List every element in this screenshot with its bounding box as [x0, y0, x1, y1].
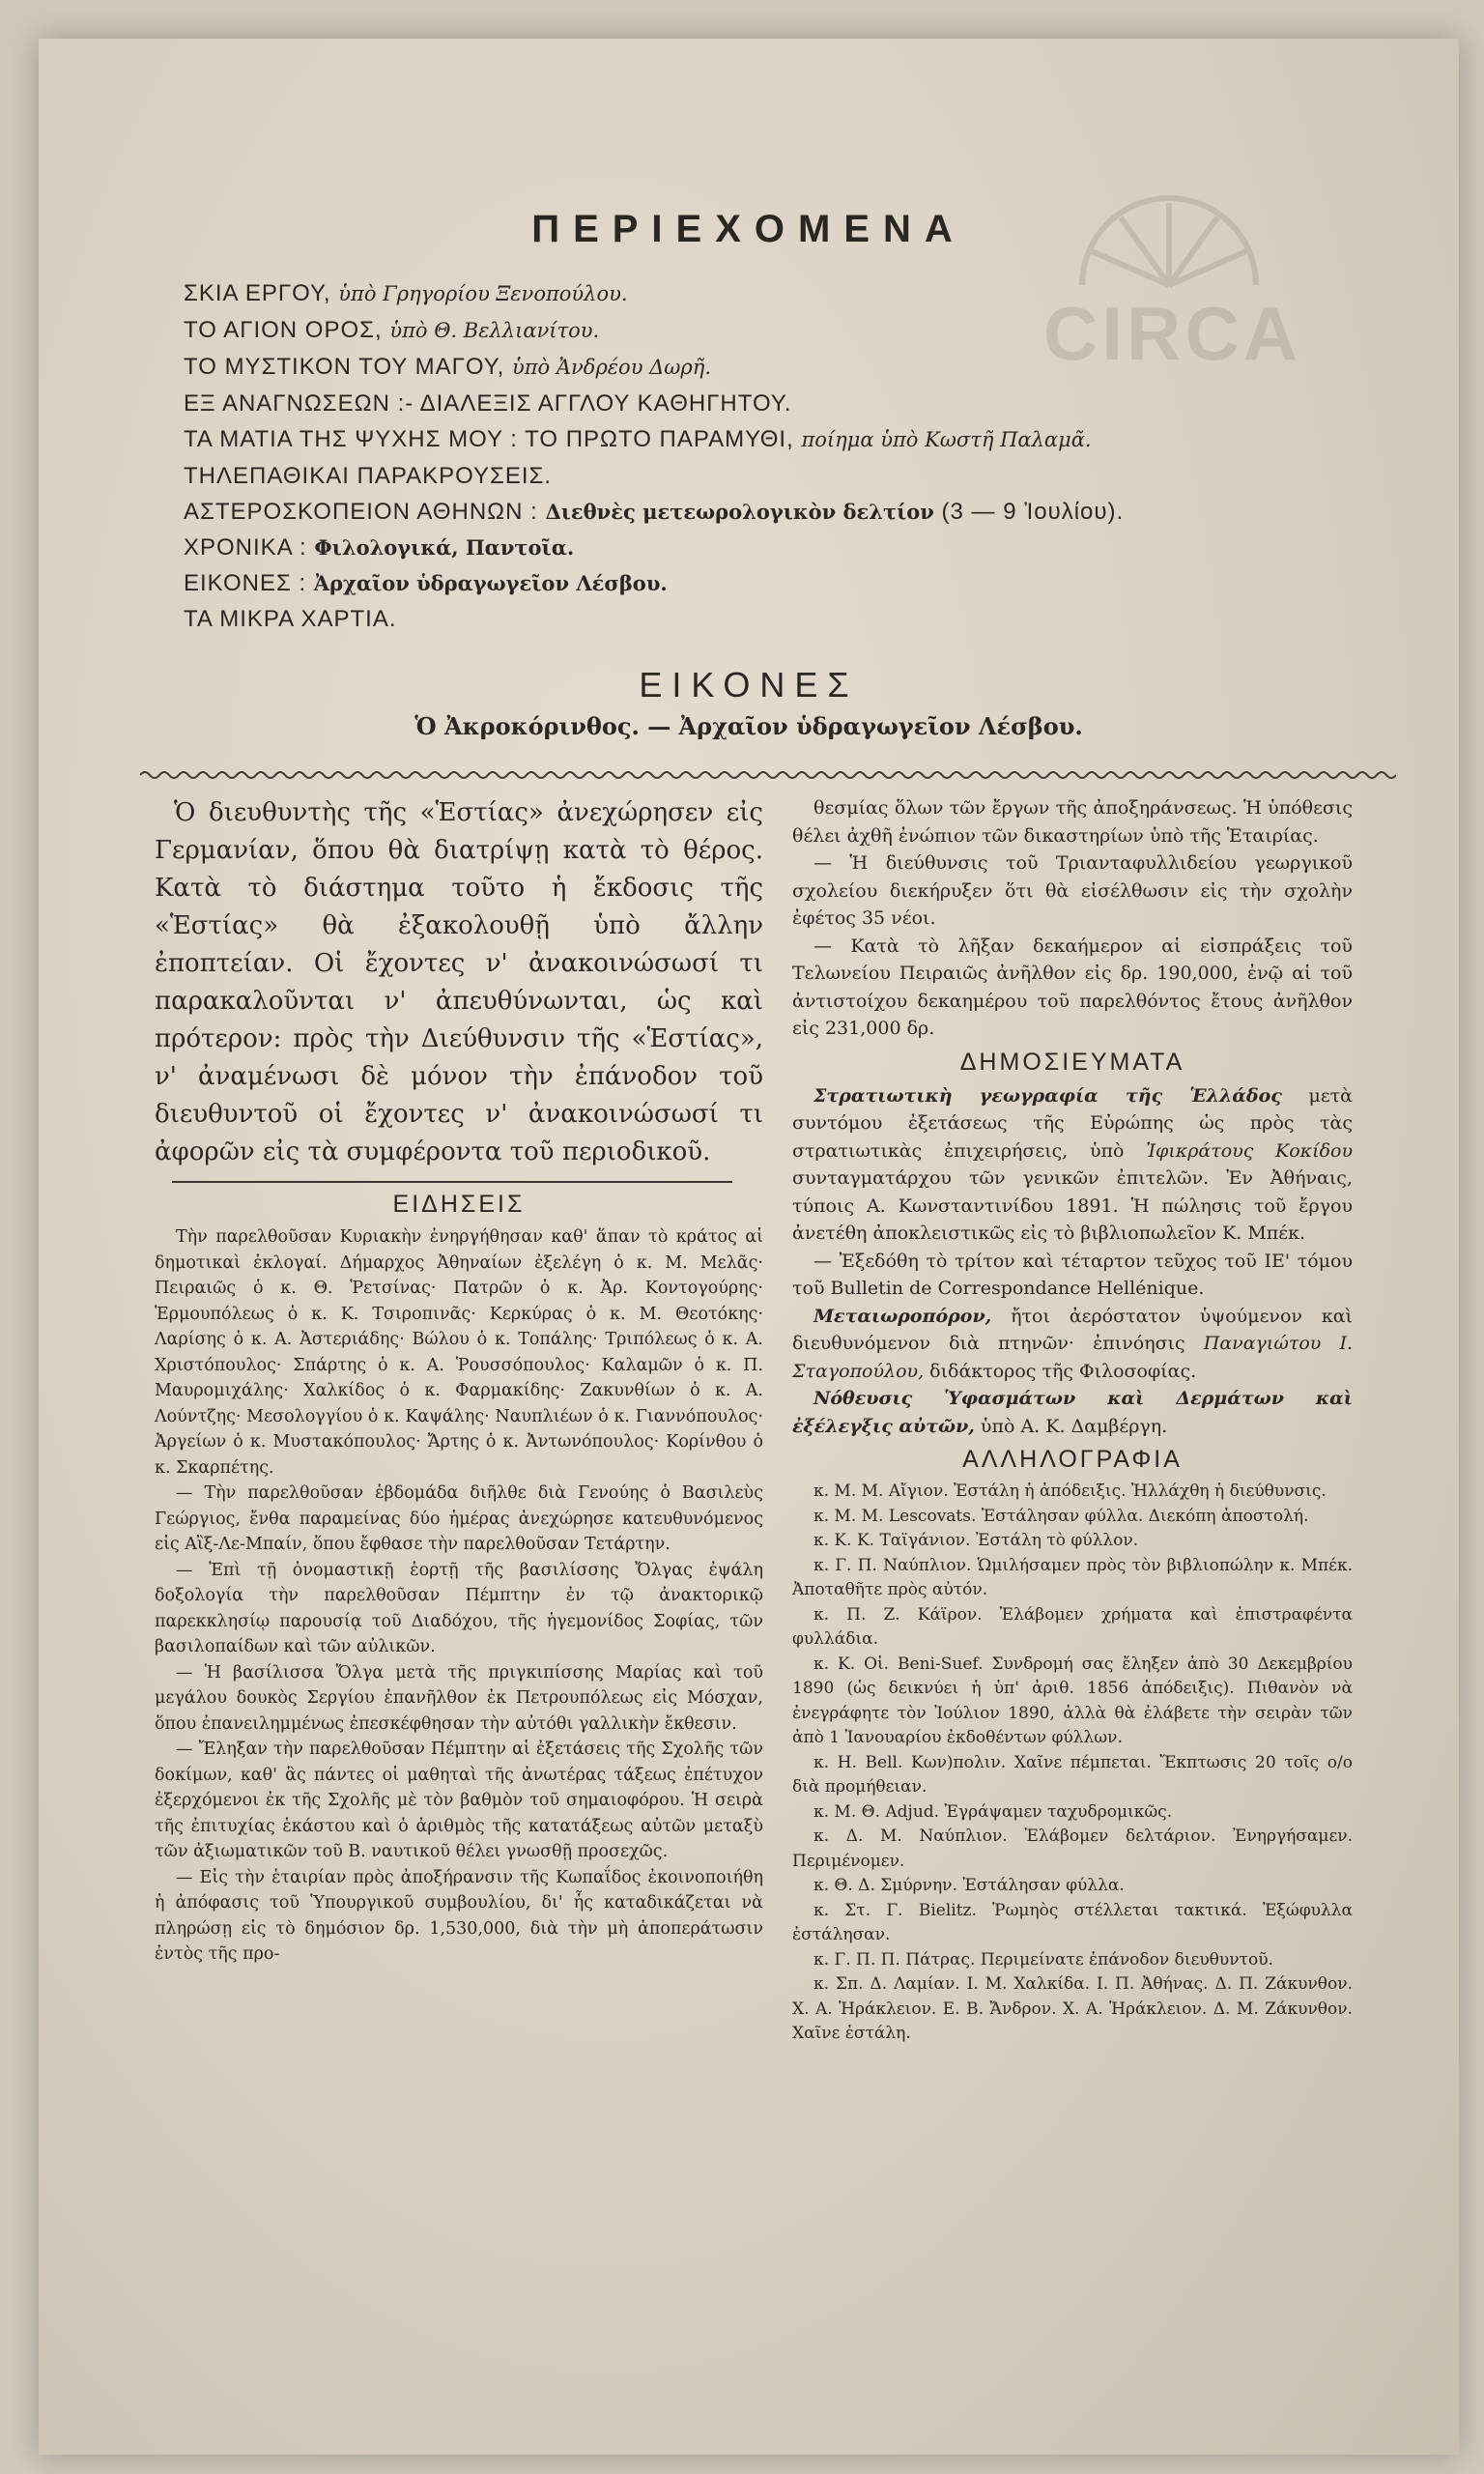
editorial-notice: Ὁ διευθυντὴς τῆς «Ἑστίας» ἀνεχώρησεν εἰς Γερμανίαν, ὅπου θὰ διατρίψῃ κατὰ τὸ θέρος. Κατὰ τὸ διάστημα τοῦτο ἡ ἔκδοσις τῆς «Ἑστίας» θὰ ἐξακολουθῇ ὑπὸ ἄλλην ἐποπτείαν. Οἱ ἔχοντες ν' ἀνακοινώσωσί τι παρακαλοῦνται ν' ἀπευθύνωνται, ὡς καὶ πρότερον: πρὸς τὴν Διεύθυνσιν τῆς «Ἑστίας», ν' ἀναμένωσι δὲ μόνον τὴν ἐπάνοδον τοῦ διευθυντοῦ οἱ ἔχοντες ν' ἀνακοινώσωσί τι ἀφορῶν εἰς τὰ συμφέροντα τοῦ περιοδικοῦ.	[155, 798, 763, 1166]
toc-item	[184, 312, 1391, 349]
left-column	[155, 794, 763, 1968]
news-paragraph: — Εἰς τὴν ἑταιρίαν πρὸς ἀποξήρανσιν τῆς Κωπαΐδος ἐκοινοποιήθη ἡ ἀπόφασις τοῦ Ὑπουργικοῦ συμβουλίου, δι' ἧς καταδικάζεται νὰ πληρώσῃ εἰς τὸ δημόσιον δρ. 1,530,000, διὰ τὴν μὴ ἀποπεράτωσιν ἐντὸς τῆς προ-	[155, 1867, 763, 1964]
toc-item-author: ὑπὸ Ἀνδρέου Δωρῆ.	[511, 356, 712, 379]
magazine-page	[39, 39, 1459, 2455]
publication-entry	[792, 1248, 1353, 1303]
news-paragraph: θεσμίας ὅλων τῶν ἔργων τῆς ἀποξηράνσεως. Ἡ ὑπόθεσις θέλει ἀχθῆ ἐνώπιον τῶν δικαστηρίων ὑπὸ τῆς Ἑταιρίας.	[792, 797, 1353, 847]
news-paragraph: Τὴν παρελθοῦσαν Κυριακὴν ἐνηργήθησαν καθ' ἅπαν τὸ κράτος αἱ δημοτικαὶ ἐκλογαί. Δήμαρχος Ἀθηναίων ἐξελέγη ὁ κ. Μ. Μελᾶς· Πειραιῶς ὁ κ. Θ. Ῥετσίνας· Πατρῶν ὁ κ. Ἀρ. Κοντογούρης· Ἑρμουπόλεως ὁ κ. Κ. Τσιροπινᾶς· Κερκύρας ὁ κ. Μ. Θεοτόκης· Λαρίσης ὁ κ. Α. Ἀστεριάδης· Βώλου ὁ κ. Τοπάλης· Τριπόλεως ὁ κ. Α. Χριστόπουλος· Σπάρτης ὁ κ. Α. Ῥουσσόπουλος· Καλαμῶν ὁ κ. Π. Μαυρομιχάλης· Χαλκίδος ὁ κ. Φαρμακίδης· Ζακυνθίων ὁ κ. Α. Λούντζης· Μεσολογγίου ὁ κ. Καψάλης· Ναυπλιέων ὁ κ. Γιαννόπουλος· Ἀργείων ὁ κ. Μυστακόπουλος· Ἄρτης ὁ κ. Ἀντωνόπουλος· Κορίνθου ὁ κ. Σκαρπέτης.	[155, 1227, 763, 1478]
toc-item	[184, 349, 1391, 386]
table-of-contents	[184, 275, 1391, 637]
correspondence-entry: κ. Στ. Γ. Bielitz. Ῥωμηὸς στέλλεται τακτικά. Ἐξώφυλλα ἐστάλησαν.	[792, 1900, 1353, 1944]
page-title: ΠΕΡΙΕΧΟΜΕΝΑ	[531, 208, 966, 250]
toc-item-subject: Φιλολογικά, Παντοῖα.	[314, 535, 575, 560]
toc-item	[184, 275, 1391, 312]
correspondence-entry: κ. Μ. Μ. Αἴγιον. Ἐστάλη ἡ ἀπόδειξις. Ἠλλάχθη ἡ διεύθυνσις.	[813, 1482, 1327, 1501]
toc-item-title: ΤΑ ΜΑΤΙΑ ΤΗΣ ΨΥΧΗΣ ΜΟΥ : ΤΟ ΠΡΩΤΟ ΠΑΡΑΜΥΘΙ,	[184, 426, 802, 452]
toc-item-title: ΤΟ ΑΓΙΟΝ ΟΡΟΣ,	[184, 317, 390, 343]
news-paragraph: — Ἡ διεύθυνσις τοῦ Τριανταφυλλιδείου γεωργικοῦ σχολείου διεκήρυξεν ὅτι θὰ εἰσέλθωσιν εἰς τὴν σχολὴν ἐφέτος 35 νέοι.	[792, 852, 1353, 929]
publication-text: — Ἐξεδόθη τὸ τρίτον καὶ τέταρτον τεῦχος τοῦ ΙΕ' τόμου τοῦ Bulletin de Correspondance Hellénique.	[792, 1250, 1353, 1299]
publication-text: ὑπὸ Α. Κ. Δαμβέργη.	[974, 1415, 1168, 1437]
column-divider	[172, 1181, 732, 1183]
allilografia-body	[792, 1480, 1353, 2047]
toc-item-subject: Ἀρχαῖον ὑδραγωγεῖον Λέσβου.	[313, 571, 668, 595]
toc-item-title: ΤΑ ΜΙΚΡΑ ΧΑΡΤΙΑ.	[184, 606, 397, 632]
allilografia-heading: ΑΛΛΗΛΟΓΡΑΦΙΑ	[962, 1446, 1183, 1473]
correspondence-entry: κ. Η. Bell. Κων)πολιν. Χαῖνε πέμπεται. Ἔκπτωσις 20 τοῖς ο/ο διὰ προμήθειαν.	[792, 1752, 1353, 1797]
news-paragraph: — Ἡ βασίλισσα Ὄλγα μετὰ τῆς πριγκιπίσσης Μαρίας καὶ τοῦ μεγάλου δουκὸς Σεργίου ἐπανῆλθον ἐκ Πετρουπόλεως εἰς Μόσχαν, ὅπου ἐπανειλημμένως ἐπεσκέφθησαν τὴν αὐτόθι γαλλικὴν ἔκθεσιν.	[155, 1662, 763, 1734]
eikones-subtitle: Ὁ Ἀκροκόρινθος. — Ἀρχαῖον ὑδραγωγεῖον Λέσβου.	[414, 712, 1083, 740]
correspondence-entry: κ. Σπ. Δ. Λαμίαν. Ι. Μ. Χαλκίδα. Ι. Π. Ἀθήνας. Δ. Π. Ζάκυνθον. Χ. Α. Ἡράκλειον. Ε. Β. Ἄνδρον. Χ. Α. Ἡράκλειον. Δ. Μ. Ζάκυνθον. Χαῖνε ἐστάλη.	[792, 1974, 1353, 2043]
publication-author: Παναγιώτου Ι. Σταγοπούλου,	[792, 1333, 1354, 1382]
publication-text: ἤτοι ἀερόστατον ὑψούμενον καὶ διευθυνόμενον διὰ πτηνῶν· ἐπινόησις	[792, 1305, 1353, 1354]
correspondence-entry: κ. Π. Ζ. Κάϊρον. Ἐλάβομεν χρήματα καὶ ἐπιστραφέντα φυλλάδια.	[792, 1604, 1353, 1649]
publication-entry	[792, 1082, 1353, 1248]
publication-title: Στρατιωτικὴ γεωγραφία τῆς Ἑλλάδος	[813, 1084, 1282, 1107]
correspondence-entry: κ. Μ. Μ. Lescovats. Ἐστάλησαν φύλλα. Διεκόπη ἀποστολή.	[813, 1506, 1309, 1526]
news-paragraph: — Τὴν παρελθοῦσαν ἑβδομάδα διῆλθε διὰ Γενούης ὁ Βασιλεὺς Γεώργιος, ἔνθα παραμείνας δύο ἡμέρας ἀνεχώρησε κατευθυνόμενος εἰς Αἲξ-Λε-Μπαίν, ὅπου ἔφθασε τὴν παρελθοῦσαν Τετάρτην.	[155, 1483, 763, 1554]
toc-item-author: ὑπὸ Θ. Βελλιανίτου.	[389, 319, 600, 342]
toc-item	[184, 601, 1391, 637]
toc-item-title: ΣΚΙΑ ΕΡΓΟΥ,	[184, 280, 339, 306]
publication-text: μετὰ συντόμου ἐξετάσεως τῆς Εὐρώπης ὡς πρὸς τὰς στρατιωτικὰς ἐπιχειρήσεις, ὑπὸ	[792, 1084, 1353, 1162]
toc-item	[184, 494, 1391, 530]
wavy-divider	[140, 768, 1396, 782]
toc-item-title: ΑΣΤΕΡΟΣΚΟΠΕΙΟΝ ΑΘΗΝΩΝ :	[184, 499, 546, 525]
dimosieumata-body	[792, 1082, 1353, 1441]
publication-text: διδάκτορος τῆς Φιλοσοφίας.	[924, 1360, 1197, 1382]
watermark-text: CIRCA	[1043, 291, 1301, 376]
news-paragraph: — Ἐπὶ τῇ ὀνομαστικῇ ἑορτῇ τῆς βασιλίσσης Ὄλγας ἐψάλη δοξολογία τὴν παρελθοῦσαν Πέμπτην ἐν τῷ ἀνακτορικῷ παρεκκλησίῳ παρουσίᾳ τοῦ Διαδόχου, τῆς ἡγεμονίδος Σοφίας, τῶν βασιλοπαίδων καὶ τῶν αὐλικῶν.	[155, 1560, 763, 1656]
eikones-heading: ΕΙΚΟΝΕΣ	[639, 665, 859, 705]
toc-item-dates: (3 — 9 Ἰουλίου).	[933, 499, 1125, 525]
toc-item-subject: Διεθνὲς μετεωρολογικὸν δελτίον	[545, 500, 934, 524]
publication-title: Μεταιωροπόρον,	[813, 1305, 992, 1327]
right-column	[792, 794, 1353, 2047]
publication-author: Ἰφικράτους Κοκίδου	[1146, 1139, 1354, 1162]
toc-item-author: ποίημα ὑπὸ Κωστῆ Παλαμᾶ.	[801, 428, 1092, 451]
correspondence-entry: κ. Μ. Θ. Adjud. Ἐγράψαμεν ταχυδρομικῶς.	[813, 1801, 1173, 1822]
correspondence-entry: κ. Κ. Οἰ. Beni-Suef. Συνδρομή σας ἔληξεν ἀπὸ 30 Δεκεμβρίου 1890 (ὡς δεικνύει ἡ ὑπ' ἀριθ. 1856 ἀπόδειξις). Πιθανὸν νὰ ἐνεγράφητε τὸν Ἰούλιον 1890, ἀλλὰ θὰ ἐλάβετε τὴν σειρὰν τῶν ἀπὸ 1 Ἰανουαρίου ἐκδοθέντων φύλλων.	[792, 1654, 1353, 1747]
toc-item	[184, 530, 1391, 565]
toc-item	[184, 421, 1391, 458]
toc-item	[184, 458, 1391, 494]
publication-entry	[792, 1303, 1353, 1386]
publication-text: συνταγματάρχου τῶν γενικῶν ἐπιτελῶν. Ἐν Ἀθήναις, τύποις Α. Κωνσταντινίδου 1891. Ἡ πώλησις τοῦ ἔργου ἀνετέθη ἀποκλειστικῶς εἰς τὸ βιβλιοπωλεῖον Κ. Μπέκ.	[792, 1167, 1353, 1244]
toc-item-title: ΕΞ ΑΝΑΓΝΩΣΕΩΝ :- ΔΙΑΛΕΞΙΣ ΑΓΓΛΟΥ ΚΑΘΗΓΗΤΟΥ.	[184, 390, 792, 417]
toc-item	[184, 565, 1391, 601]
right-news-body	[792, 794, 1353, 1043]
dimosieumata-heading: ΔΗΜΟΣΙΕΥΜΑΤΑ	[959, 1048, 1185, 1076]
toc-item-title: ΤΟ ΜΥΣΤΙΚΟΝ ΤΟΥ ΜΑΓΟΥ,	[184, 354, 512, 380]
eidiseis-body	[155, 1224, 763, 1968]
correspondence-entry: κ. Γ. Π. Ναύπλιον. Ὡμιλήσαμεν πρὸς τὸν βιβλιοπώλην κ. Μπέκ. Ἀποταθῆτε πρὸς αὐτόν.	[792, 1555, 1353, 1599]
toc-item-author: ὑπὸ Γρηγορίου Ξενοπούλου.	[338, 282, 628, 305]
toc-item	[184, 386, 1391, 421]
correspondence-entry: κ. Θ. Δ. Σμύρνην. Ἐστάλησαν φύλλα.	[813, 1876, 1125, 1895]
news-paragraph: — Κατὰ τὸ λῆξαν δεκαήμερον αἱ εἰσπράξεις τοῦ Τελωνείου Πειραιῶς ἀνῆλθον εἰς δρ. 190,000, ἐνῷ αἱ τοῦ ἀντιστοίχου δεκαημέρου τοῦ παρελθόντος ἔτους ἀνῆλθον εἰς 231,000 δρ.	[792, 935, 1353, 1039]
correspondence-entry: κ. Δ. Μ. Ναύπλιον. Ἐλάβομεν δελτάριον. Ἐνηργήσαμεν. Περιμένομεν.	[792, 1827, 1353, 1871]
eidiseis-heading: ΕΙΔΗΣΕΙΣ	[392, 1191, 526, 1218]
toc-item-title: ΧΡΟΝΙΚΑ :	[184, 534, 315, 561]
correspondence-entry: κ. Κ. Κ. Ταϊγάνιον. Ἐστάλη τὸ φύλλον.	[813, 1531, 1139, 1550]
toc-item-title: ΕΙΚΟΝΕΣ :	[184, 570, 314, 596]
toc-item-title: ΤΗΛΕΠΑΘΙΚΑΙ ΠΑΡΑΚΡΟΥΣΕΙΣ.	[184, 463, 553, 489]
news-paragraph: — Ἔληξαν τὴν παρελθοῦσαν Πέμπτην αἱ ἐξετάσεις τῆς Σχολῆς τῶν δοκίμων, καθ' ἃς πάντες οἱ μαθηταὶ τῆς ἀνωτέρας τάξεως ἐπέτυχον ἐξερχόμενοι ἐκ τῆς Σχολῆς μὲ τὸν βαθμὸν τοῦ σημαιοφόρου. Ἡ σειρὰ τῆς ἐπιτυχίας ἑκάστου καὶ ὁ ἀριθμὸς τῆς κατατάξεως αὐτῶν μεταξὺ τῶν ἀξιωματικῶν τοῦ Β. ναυτικοῦ θέλει γνωσθῇ προσεχῶς.	[155, 1740, 763, 1861]
correspondence-entry: κ. Γ. Π. Π. Πάτρας. Περιμείνατε ἐπάνοδον διευθυντοῦ.	[813, 1949, 1273, 1970]
publication-title: Νόθευσις Ὑφασμάτων καὶ Δερμάτων καὶ ἐξέλεγξις αὐτῶν,	[792, 1388, 1353, 1437]
publication-entry	[792, 1385, 1353, 1440]
